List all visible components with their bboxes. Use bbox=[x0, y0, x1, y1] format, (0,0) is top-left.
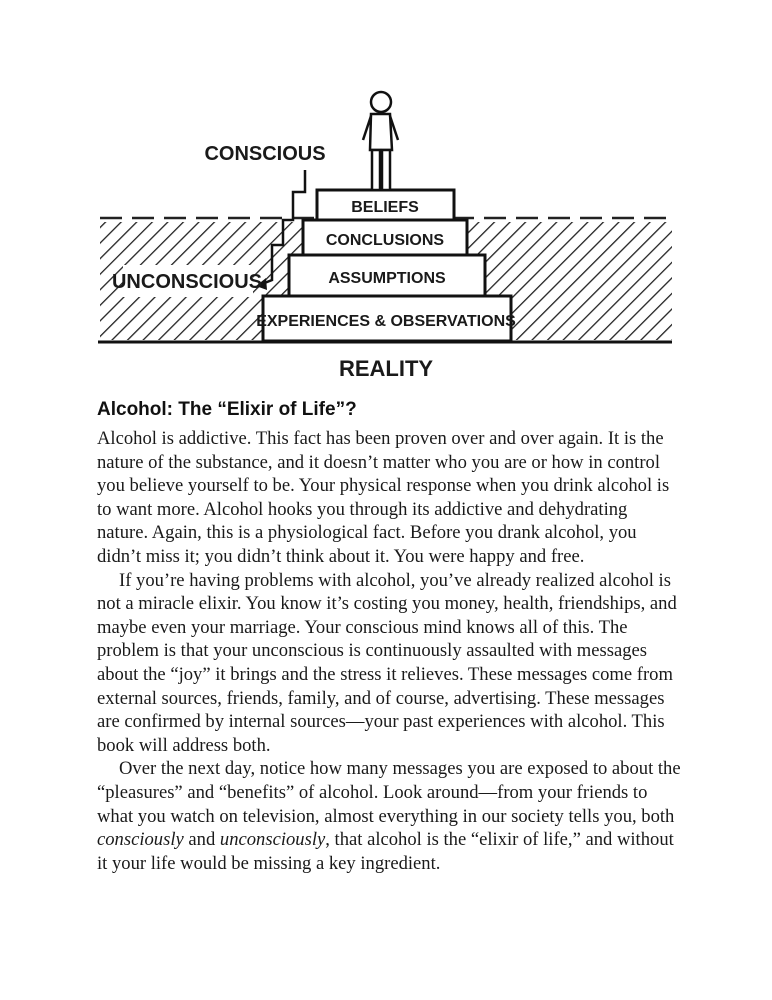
paragraph-1: Alcohol is addictive. This fact has been proven over and over again. It is the nature of the substance, and it doesn’t matter who you are or how in control you believe yourself to be. Your physical response when you drink alcohol is to want more. Alcohol hooks you through its addictive and dehydrating nature. Again, this is a physiological fact. Before you drank alcohol, you didn’t miss it; you didn’t think about it. You were happy and free. bbox=[97, 428, 670, 567]
ladder-of-inference-diagram bbox=[0, 0, 772, 390]
paragraph-3-start: Over the next day, notice how many messages you are exposed to about the “pleasures” and “benefits” of alcohol. Look around—from your friends to what you watch on television, almost everything in our society tells you, both bbox=[97, 758, 681, 827]
section-title: Alcohol: The “Elixir of Life”? bbox=[97, 399, 357, 420]
paragraph-3-mid: and bbox=[183, 829, 220, 851]
step-label-conclusions: CONCLUSIONS bbox=[325, 232, 445, 249]
step-label-beliefs: BELIEFS bbox=[351, 199, 419, 216]
step-label-assumptions: ASSUMPTIONS bbox=[328, 270, 446, 287]
paragraph-3-end: , that alcohol is the “elixir of life,” and without it your life would be missing a key ingredient. bbox=[97, 829, 674, 874]
stick-figure bbox=[363, 92, 398, 190]
paragraph-2: If you’re having problems with alcohol, you’ve already realized alcohol is not a miracle elixir. You know it’s costing you money, health, friendships, and maybe even your marriage. Your conscious mind knows all of this. The problem is that your unconscious is continuously assaulted with messages about the “joy” it brings and the stress it relieves. These messages come from external sources, friends, family, and of course, advertising. These messages are confirmed by internal sources—your past experiences with alcohol. This book will address both. bbox=[97, 569, 677, 756]
emphasis-consciously: consciously bbox=[97, 829, 184, 851]
paragraph-3 bbox=[97, 757, 682, 875]
emphasis-unconsciously: unconsciously bbox=[219, 829, 326, 851]
body-text bbox=[97, 427, 682, 875]
label-conscious: CONSCIOUS bbox=[204, 143, 326, 165]
step-label-experiences: EXPERIENCES & OBSERVATIONS bbox=[256, 313, 516, 330]
label-unconscious: UNCONSCIOUS bbox=[111, 271, 263, 293]
label-reality: REALITY bbox=[338, 356, 434, 381]
